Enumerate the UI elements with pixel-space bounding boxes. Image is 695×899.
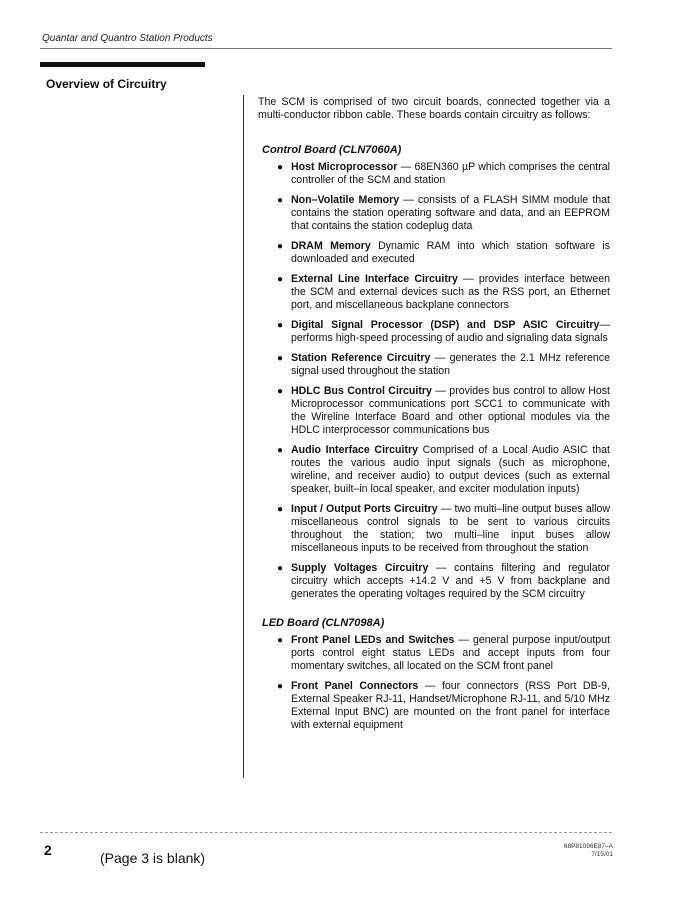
bullet-icon: ● bbox=[277, 386, 284, 397]
intro-paragraph: The SCM is comprised of two circuit boards, connected together via a multi-conductor ribbon cable. These boards contain circuitry as follows: bbox=[258, 96, 610, 121]
bullet-icon: ● bbox=[277, 162, 284, 173]
doc-date: 7/15/01 bbox=[591, 851, 613, 858]
bullet-icon: ● bbox=[277, 241, 284, 252]
list-item: ● Input / Output Ports Circuitry — two multi–line output buses allow miscellaneous control signals to be sent to various circuits throughout the station; two multi–line input buses allow miscellaneous inputs to be received from throughout the station bbox=[277, 503, 610, 554]
doc-id: 68P81096E87–A bbox=[563, 843, 613, 850]
led-board-list bbox=[258, 634, 610, 732]
content-vertical-rule bbox=[243, 95, 244, 778]
bullet-icon: ● bbox=[277, 195, 284, 206]
bullet-icon: ● bbox=[277, 563, 284, 574]
section-bar bbox=[40, 62, 205, 67]
footer-rule bbox=[40, 832, 612, 833]
list-item: ● Digital Signal Processor (DSP) and DSP ASIC Circuitry— performs high-speed processing of audio and signaling data signals bbox=[277, 319, 610, 344]
bullet-icon: ● bbox=[277, 320, 284, 331]
led-board-heading: LED Board (CLN7098A) bbox=[262, 617, 385, 629]
list-item: ● Host Microprocessor — 68EN360 µP which comprises the central controller of the SCM and station bbox=[277, 161, 611, 186]
bullet-icon: ● bbox=[277, 681, 284, 692]
list-item: ● Front Panel LEDs and Switches — general purpose input/output ports control eight status LEDs and accept inputs from four momentary switches, all located on the SCM front panel bbox=[277, 634, 611, 672]
list-item: ● Supply Voltages Circuitry — contains filtering and regulator circuitry which accepts +14.2 V and +5 V from backplane and generates the operating voltages required by the SCM circuitry bbox=[277, 562, 610, 600]
control-board-list bbox=[258, 161, 610, 601]
list-item: ● Non–Volatile Memory — consists of a FLASH SIMM module that contains the station operating software and data, and an EEPROM that contains the station codeplug data bbox=[277, 194, 610, 232]
list-item: ● DRAM Memory Dynamic RAM into which station software is downloaded and executed bbox=[277, 240, 610, 265]
list-item: ● Front Panel Connectors — four connectors (RSS Port DB-9, External Speaker RJ-11, Handset/Microphone RJ-11, and 5/10 MHz External Input BNC) are mounted on the front panel for interface with external equipment bbox=[277, 680, 611, 731]
list-item: ● Audio Interface Circuitry Comprised of a Local Audio ASIC that routes the various audio input signals (such as microphone, wireline, and receiver audio) to output devices (such as external speaker, built–in local speaker, and exciter modulation inputs) bbox=[277, 444, 610, 495]
page-number: 2 bbox=[44, 842, 52, 858]
list-item: ● External Line Interface Circuitry — provides interface between the SCM and external devices such as the RSS port, an Ethernet port, and miscellaneous backplane connectors bbox=[277, 273, 611, 311]
content-column bbox=[258, 96, 610, 748]
control-board-heading: Control Board (CLN7060A) bbox=[262, 144, 402, 156]
running-header: Quantar and Quantro Station Products bbox=[42, 33, 213, 44]
document-number bbox=[564, 843, 613, 859]
list-item: ● HDLC Bus Control Circuitry — provides bus control to allow Host Microprocessor communications port SCC1 to communicate with the Wireline Interface Board and other optional modules via the HDLC interprocessor communications bus bbox=[277, 385, 611, 436]
bullet-icon: ● bbox=[277, 635, 284, 646]
blank-page-note: (Page 3 is blank) bbox=[100, 850, 206, 866]
bullet-icon: ● bbox=[277, 274, 284, 285]
bullet-icon: ● bbox=[277, 504, 284, 515]
bullet-icon: ● bbox=[277, 445, 284, 456]
bullet-icon: ● bbox=[277, 353, 284, 364]
list-item: ● Station Reference Circuitry — generates the 2.1 MHz reference signal used throughout the station bbox=[277, 352, 610, 377]
header-rule bbox=[40, 48, 612, 49]
section-title: Overview of Circuitry bbox=[46, 77, 167, 91]
